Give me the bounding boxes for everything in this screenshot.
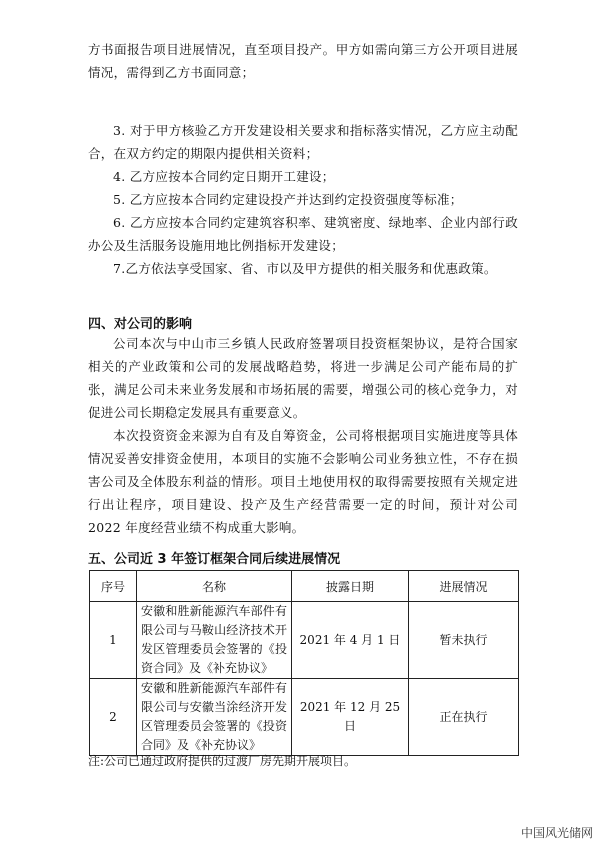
row-name: 安徽和胜新能源汽车部件有限公司与安徽当涂经济开发区管理委员会签署的《投资合同》及《补充协议》	[137, 679, 292, 756]
header-name: 名称	[137, 571, 292, 602]
header-date: 披露日期	[292, 571, 409, 602]
table-row	[90, 602, 519, 679]
framework-contract-table	[89, 570, 519, 756]
site-watermark: 中国风光储网	[520, 826, 593, 840]
section-4-paragraph-1: 公司本次与中山市三乡镇人民政府签署项目投资框架协议，是符合国家相关的产业政策和公司的发展战略趋势，将进一步满足公司产能布局的扩张，满足公司未来业务发展和市场拓展的需要，增强公司的核心竞争力，对促进公司长期稳定发展具有重要意义。	[88, 336, 518, 420]
row-index: 2	[90, 679, 137, 756]
clause-3: 3. 对于甲方核验乙方开发建设相关要求和指标落实情况，乙方应主动配合，在双方约定的期限内提供相关资料；	[88, 123, 518, 161]
header-status: 进展情况	[409, 571, 519, 602]
table-row	[90, 679, 519, 756]
clause-6: 6. 乙方应按本合同约定建筑容积率、建筑密度、绿地率、企业内部行政办公及生活服务设施用地比例指标开发建设；	[88, 215, 518, 253]
row-date: 2021 年 4 月 1 日	[292, 602, 409, 679]
table-header-row	[90, 571, 519, 602]
paragraph-continued: 方书面报告项目进展情况，直至项目投产。甲方如需向第三方公开项目进展情况，需得到乙方书面同意；	[88, 42, 518, 80]
header-index: 序号	[90, 571, 137, 602]
row-name: 安徽和胜新能源汽车部件有限公司与马鞍山经济技术开发区管理委员会签署的《投资合同》及《补充协议》	[137, 602, 292, 679]
clause-5: 5. 乙方应按本合同约定建设投产并达到约定投资强度等标准；	[113, 192, 463, 207]
section-4-paragraph-2: 本次投资资金来源为自有及自筹资金，公司将根据项目实施进度等具体情况妥善安排资金使用，本项目的实施不会影响公司业务独立性，不存在损害公司及全体股东利益的情形。项目土地使用权的取得需要按照有关规定进行出让程序，项目建设、投产及生产经营需要一定的时间，预计对公司 2022 年度经营业绩不构成重大影响。	[88, 428, 518, 535]
row-date: 2021 年 12 月 25 日	[292, 679, 409, 756]
row-index: 1	[90, 602, 137, 679]
section-4-heading: 四、对公司的影响	[88, 317, 193, 332]
clause-7: 7.乙方依法享受国家、省、市以及甲方提供的相关服务和优惠政策。	[113, 261, 497, 276]
table-note: 注:公司已通过政府提供的过渡厂房先期开展项目。	[88, 754, 357, 768]
row-status: 暂未执行	[409, 602, 519, 679]
section-5-heading: 五、公司近 3 年签订框架合同后续进展情况	[88, 552, 341, 567]
clause-4: 4. 乙方应按本合同约定日期开工建设；	[113, 169, 335, 184]
row-status: 正在执行	[409, 679, 519, 756]
